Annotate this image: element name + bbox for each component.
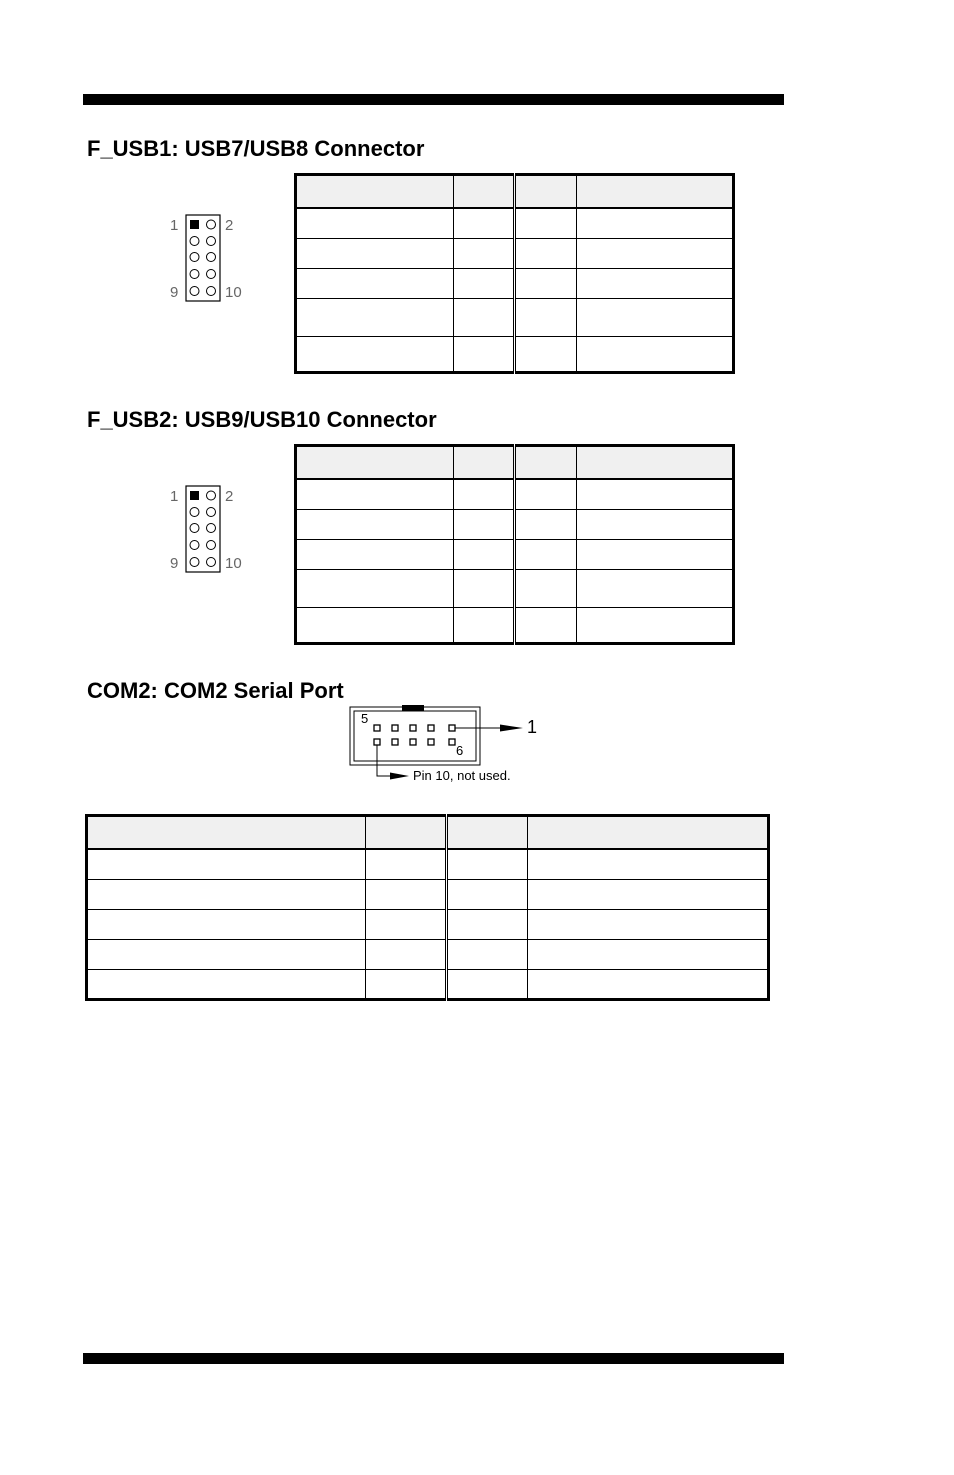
f-usb1-heading: F_USB1: USB7/USB8 Connector — [87, 136, 425, 161]
pin-label-6: 6 — [456, 743, 464, 758]
pin1-arrow-icon — [500, 725, 523, 732]
com2-pin-table — [85, 814, 770, 1001]
pin10-arrow-icon — [390, 773, 409, 780]
table-row — [87, 909, 769, 939]
table-header-row — [87, 816, 769, 850]
table-row — [87, 969, 769, 999]
f-usb2-pin-table — [294, 444, 735, 645]
table-row — [296, 539, 734, 569]
f-usb2-heading: F_USB2: USB9/USB10 Connector — [87, 407, 437, 432]
pin-label-5: 5 — [361, 711, 369, 726]
f-usb2-pin-diagram — [160, 481, 260, 576]
table-row — [296, 268, 734, 298]
bottom-rule — [83, 1353, 784, 1364]
table-header-row — [296, 175, 734, 209]
table-row — [296, 509, 734, 539]
table-row — [296, 479, 734, 509]
pin-label-1: 1 — [527, 717, 538, 737]
f-usb1-pin-table — [294, 173, 735, 374]
table-row — [296, 238, 734, 268]
pin-label-10: 10 — [225, 284, 242, 301]
pin-label-9: 9 — [170, 555, 179, 572]
pin10-note: Pin 10, not used. — [413, 768, 511, 783]
pin-label-2: 2 — [225, 217, 234, 234]
pin-label-2: 2 — [225, 488, 234, 505]
pin-label-1: 1 — [170, 488, 179, 505]
pin-1-square — [190, 491, 199, 500]
com2-pin-diagram — [345, 702, 545, 787]
top-rule — [83, 94, 784, 105]
table-row — [87, 879, 769, 909]
table-row — [87, 849, 769, 879]
table-row — [87, 939, 769, 969]
pin-1-square — [190, 220, 199, 229]
pin-label-1: 1 — [170, 217, 179, 234]
table-row — [296, 208, 734, 238]
table-header-row — [296, 446, 734, 480]
table-row — [296, 336, 734, 372]
table-row — [296, 298, 734, 336]
table-row — [296, 607, 734, 643]
com2-heading: COM2: COM2 Serial Port — [87, 678, 344, 703]
connector-key — [402, 705, 424, 711]
table-row — [296, 569, 734, 607]
f-usb1-pin-diagram — [160, 210, 260, 305]
pin-label-9: 9 — [170, 284, 179, 301]
pin-label-10: 10 — [225, 555, 242, 572]
